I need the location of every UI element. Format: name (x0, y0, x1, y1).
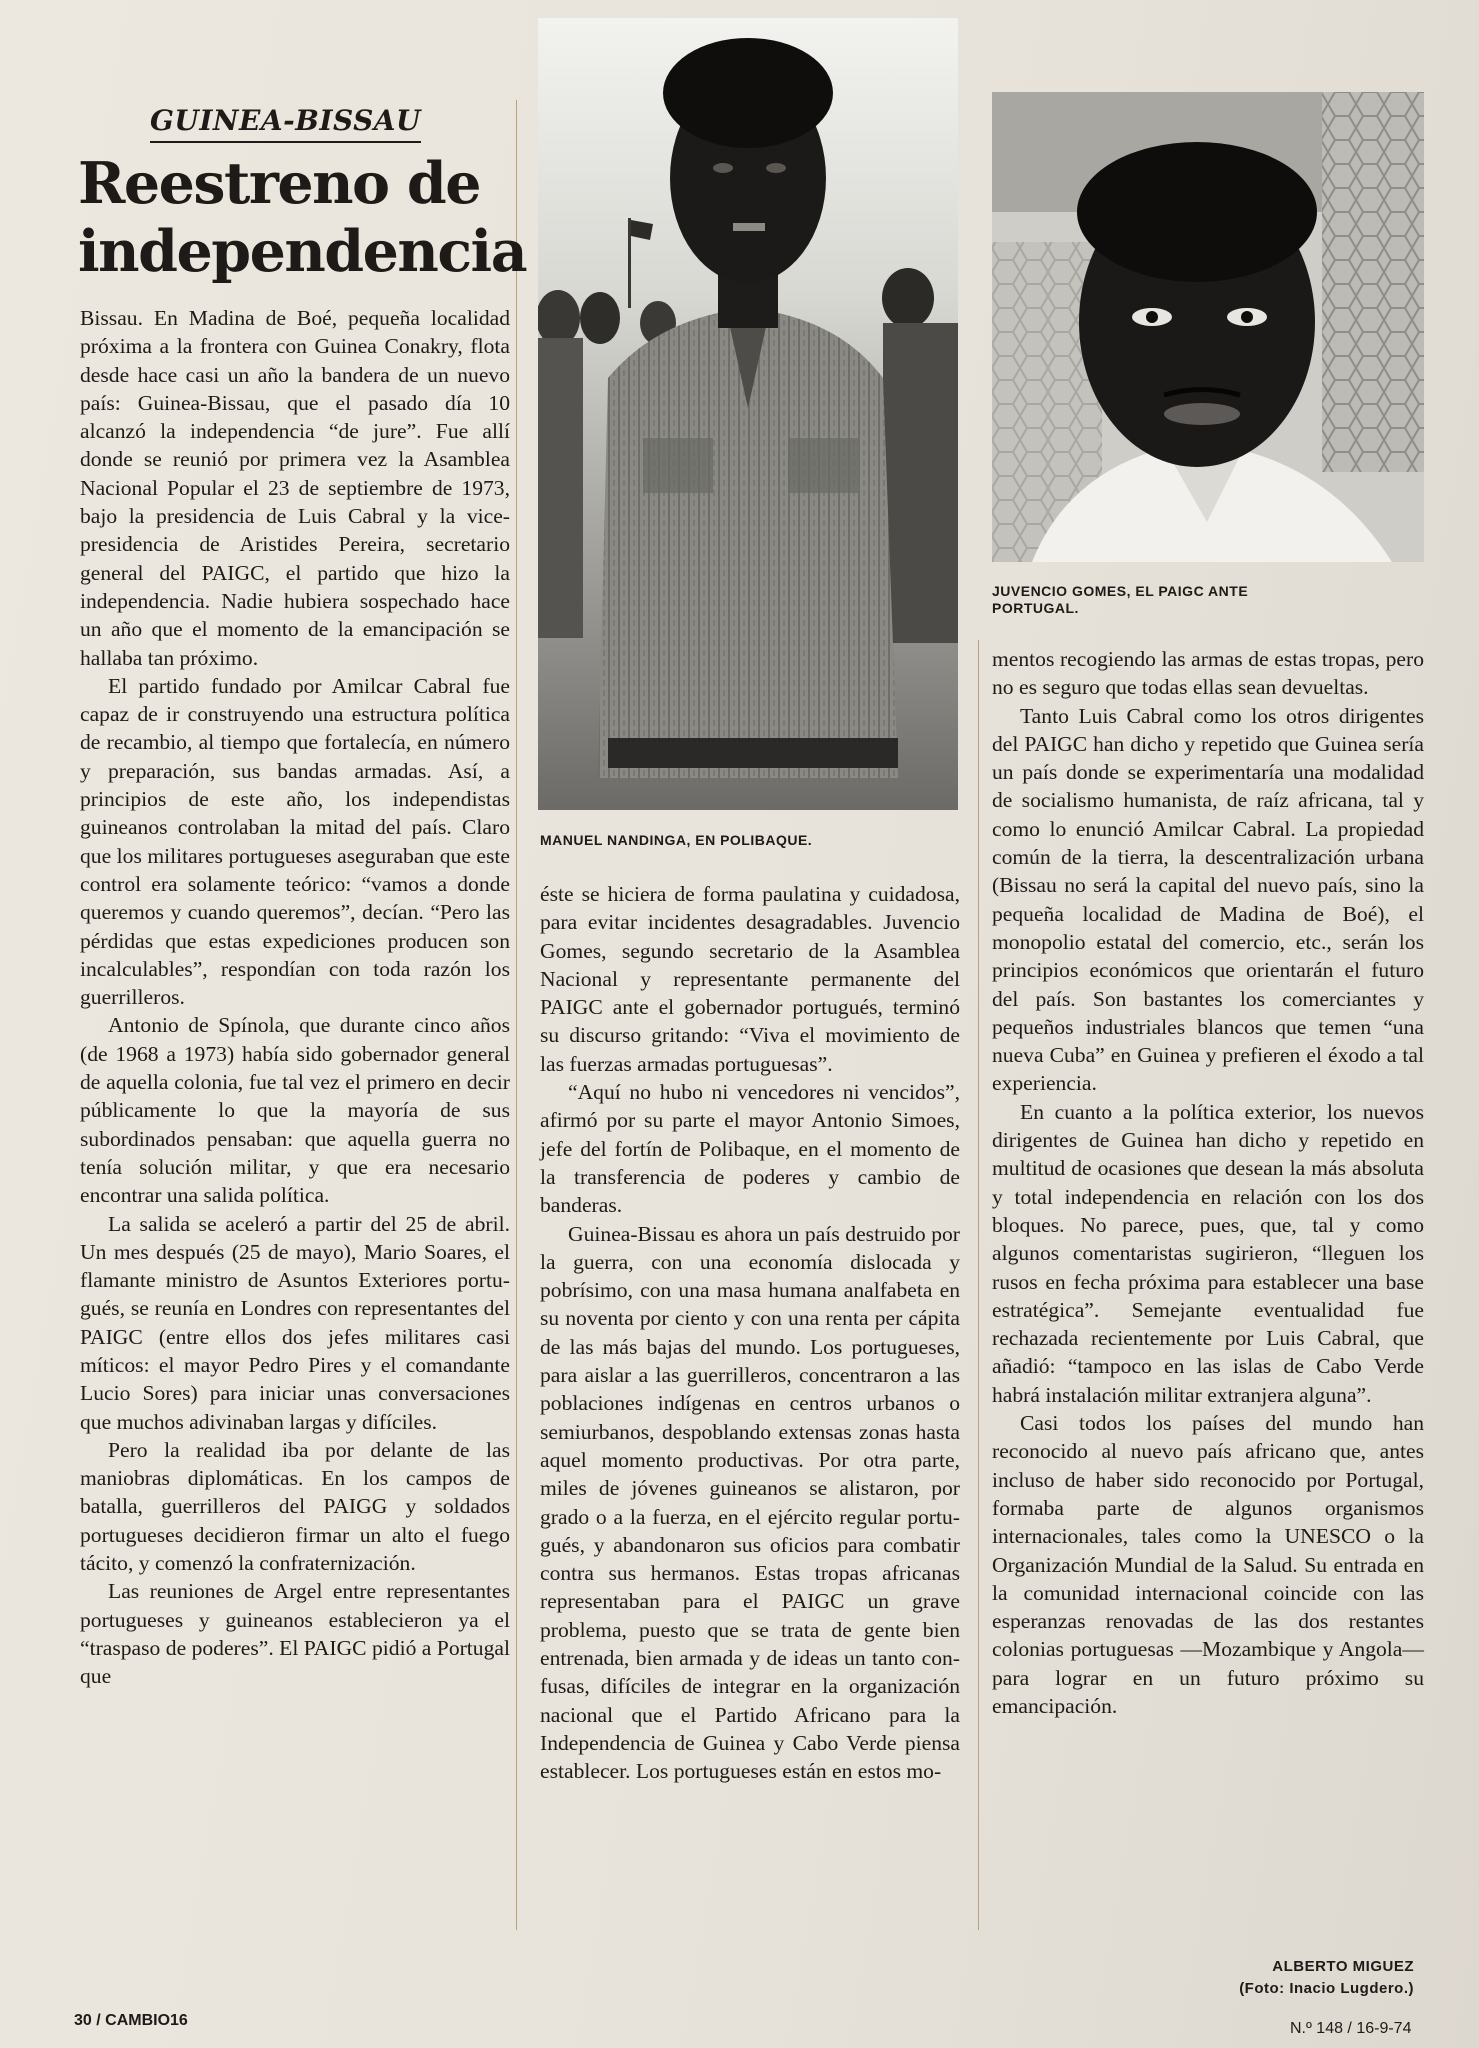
paragraph: Antonio de Spínola, que durante cinco años (de 1968 a 1973) había sido gobernador general de aquella colonia, fue tal vez el primero en decir públicamente lo que la mayoría de sus subordinados pensaban: que aquella guerra no tenía solución militar, y que era necesario encontrar una salida política. (80, 1013, 510, 1208)
column-rule-left (516, 100, 517, 1930)
section-tag: GUINEA-BISSAU (150, 104, 421, 143)
paragraph: éste se hiciera de forma paulatina y cuidadosa, para evitar incidentes desagradables. Juvencio Gomes, segundo secretario de la Asamblea Nacional y representante permanente del PAIGC ante el gobernador portugués, terminó su discurso gritando: “Viva el movimiento de las fuerzas armadas portuguesas”. (540, 882, 960, 1076)
paragraph: Bissau. En Madina de Boé, pequeña localidad próxima a la frontera con Guinea Conakry, flota desde hace casi un año la bandera de un nuevo país: Guinea-Bissau, que el pasado día 10 alcanzó la independencia “de jure”. Fue allí donde se reunió por primera vez la Asamblea Nacional Popular el 23 de septiembre de 1973, bajo la presidencia de Luis Cabral y la vicepresidencia de Aristides Pereira, secretario general del PAIGC, el partido que hizo la independencia. Nadie hubiera sospechado hace un año que el momento de la emancipación se hallaba tan próximo. (80, 306, 510, 670)
photo-gomes-image (992, 92, 1424, 562)
footer-page-label: 30 / CAMBIO16 (74, 2012, 188, 2029)
byline-author: ALBERTO MIGUEZ (1272, 1958, 1414, 1975)
photo-caption-gomes: JUVENCIO GOMES, EL PAIGC ANTE PORTUGAL. (992, 583, 1249, 616)
headline: Reestreno de independencia (78, 150, 527, 285)
column-rule-right (978, 640, 979, 1930)
paragraph: Pero la realidad iba por delante de las maniobras diplomáticas. En los campos de batalla, guerrilleros del PAIGG y soldados portugueses decidieron firmar un alto el fuego tácito, y comenzó la confraternización. (80, 1437, 510, 1576)
paragraph: Casi todos los países del mundo han reconocido al nuevo país africano que, antes incluso de haber sido reconocido por Portugal, formaba parte de algunos organismos internacionales, tales como la UNESCO o la Organización Mundial de la Salud. Su entrada en la comunidad internacional coincide con las esperanzas renovadas de las dos restantes colonias portuguesas —Mozambique y Angola— para lograr en un futuro próximo su emancipación. (992, 1411, 1424, 1718)
article-column-left (80, 304, 510, 1691)
byline-photo-credit: (Foto: Inacio Lugdero.) (1239, 1980, 1414, 1997)
footer-issue-label: N.º 148 / 16-9-74 (1290, 2020, 1412, 2037)
paragraph: En cuanto a la política exterior, los nuevos dirigentes de Guinea han dicho y repetido en multitud de ocasiones que desean la más absoluta y total independencia en relación con los dos bloques. No parece, pues, que, tal y como algunos comentaristas sugirieron, “lleguen los rusos en fecha próxima para establecer una base estratégica”. Semejante eventualidad fue rechazada recientemente por Luis Cabral, que añadió: “tampoco en las islas de Cabo Verde habrá instalación militar extranjera alguna”. (992, 1099, 1424, 1407)
photo-manuel-nandinga (538, 18, 958, 810)
paragraph: Tanto Luis Cabral como los otros dirigentes del PAIGC han dicho y repetido que Guinea sería un país donde se experimentaría una modalidad de socialismo humanista, de raíz africana, tal y como lo enunció Amilcar Cabral. La propiedad común de la tierra, la descentralización urbana (Bissau no será la capital del nuevo país, sino la pequeña localidad de Madina de Boé), el monopolio estatal del comercio, etc., serán los principios económicos que orientarán el futuro del país. Son bastantes los comerciantes y pequeños industriales blancos que temen “una nueva Cuba” en Guinea y prefieren el éxodo a tal experiencia. (992, 703, 1424, 1096)
paragraph: La salida se aceleró a partir del 25 de abril. Un mes después (25 de mayo), Mario Soares, el flamante ministro de Asuntos Exteriores portugués, se reunía en Londres con representantes del PAIGC (entre ellos dos jefes militares casi míticos: el mayor Pedro Pires y el comandante Lucio Sores) para iniciar unas conversaciones que muchos adivinaban largas y difíciles. (80, 1211, 510, 1434)
paragraph: Guinea-Bissau es ahora un país destruido por la guerra, con una economía dislocada y pobrísimo, con una masa humana analfabeta en su noventa por ciento y con una renta per cápita de las más bajas del mundo. Los portugueses, para aislar a las guerrilleros, concentraron a las poblaciones indígenas en centros urbanos o semiurbanos, despoblando extensas zonas hasta aquel momento productivas. Por otra parte, miles de jóvenes guineanos se alistaron, por grado o a la fuerza, en el ejército regular portugués, y abandonaron sus oficios para combatir contra sus hermanos. Estas tropas africanas representaban para el PAIGC un grave problema, puesto que se trata de gente bien entrenada, bien armada y de ideas un tanto confusas, difíciles de integrar en la organización nacional que el Partido Africano para la Independencia de Guinea y Cabo Verde piensa establecer. Los portugueses están en estos mo- (540, 1221, 960, 1784)
photo-nandinga-image (538, 18, 958, 810)
paragraph: El partido fundado por Amilcar Cabral fue capaz de ir construyendo una estructura política de recambio, al tiempo que fortalecía, en número y preparación, sus bandas armadas. Así, a principios de este año, los independistas guineanos controlaban la mitad del país. Claro que los militares portugueses aseguraban que este control era solamente teórico: “vamos a donde queremos y cuando queremos”, decían. “Pero las pérdidas que estas expediciones producen son incalculables”, respondían con toda razón los guerrilleros. (80, 673, 510, 1010)
paragraph: mentos recogiendo las armas de estas tropas, pero no es seguro que todas ellas sean devueltas. (992, 647, 1424, 700)
paragraph: “Aquí no hubo ni vencedores ni vencidos”, afirmó por su parte el mayor Antonio Simoes, jefe del fortín de Polibaque, en el momento de la transferencia de poderes y cambio de banderas. (540, 1080, 960, 1218)
article-column-right (992, 645, 1424, 1720)
photo-juvencio-gomes (992, 92, 1424, 562)
photo-caption-nandinga: MANUEL NANDINGA, EN POLIBAQUE. (540, 832, 813, 848)
article-column-middle (540, 880, 960, 1786)
paragraph: Las reuniones de Argel entre representantes portugueses y guineanos establecieron ya el “traspaso de poderes”. El PAIGC pidió a Portugal que (80, 1579, 510, 1689)
